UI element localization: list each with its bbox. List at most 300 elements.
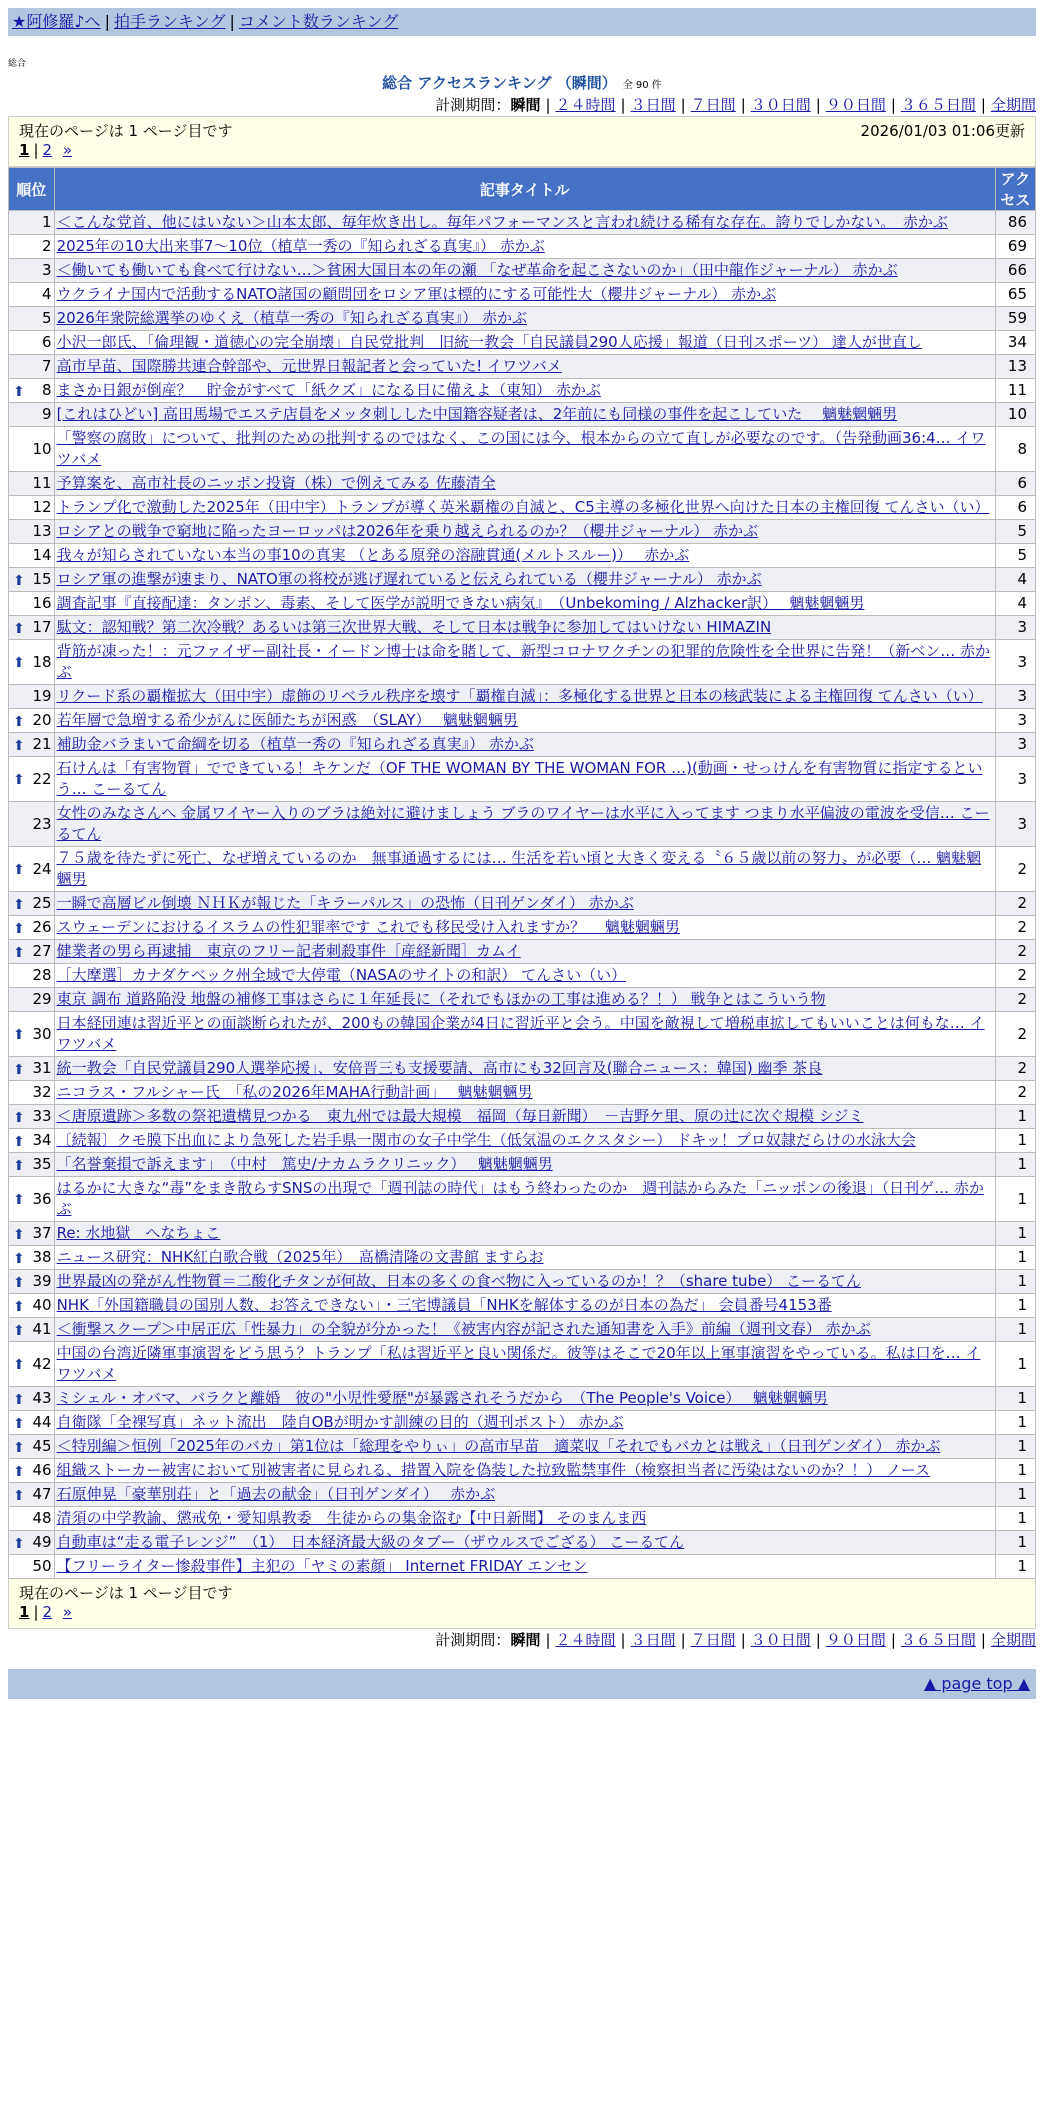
access-count: 34 (995, 331, 1035, 355)
access-count: 59 (995, 307, 1035, 331)
rank-cell (9, 616, 55, 640)
period-link-3[interactable]: ３０日間 (750, 96, 811, 114)
table-row (9, 892, 1036, 916)
article-link[interactable]: 2026年衆院総選挙のゆくえ（植草一秀の『知られざる真実』） 赤かぶ (56, 309, 528, 327)
access-count: 3 (995, 757, 1035, 802)
article-link[interactable]: 〔続報〕クモ膜下出血により急死した岩手県一関市の女子中学生（低気温のエクスタシー） ドキッ！プロ奴隷だらけの水泳大会 (56, 1131, 916, 1149)
article-link[interactable]: 高市早苗、国際勝共連合幹部や、元世界日報記者と会っていた! イワツバメ (56, 357, 562, 375)
rank-up-arrow-icon: ⬆ (13, 1391, 25, 1408)
article-link[interactable]: ニコラス・フルシャー氏 「私の2026年MAHA行動計画」 魑魅魍魎男 (56, 1083, 533, 1101)
table-row (9, 472, 1036, 496)
header-title: 記事タイトル (54, 168, 995, 211)
rank-cell (9, 892, 55, 916)
period-link-0-bottom[interactable]: ２４時間 (555, 1631, 616, 1649)
table-row (9, 259, 1036, 283)
title-cell (54, 1411, 995, 1435)
access-count: 1 (995, 1555, 1035, 1579)
article-link[interactable]: ロシアとの戦争で窮地に陥ったヨーロッパは2026年を乗り越えられるのか？（櫻井ジャーナル） 赤かぶ (56, 522, 759, 540)
rank-number: 44 (32, 1413, 52, 1431)
access-count: 10 (995, 403, 1035, 427)
rank-number: 39 (32, 1272, 52, 1290)
period-link-2-bottom[interactable]: ７日間 (690, 1631, 736, 1649)
table-row (9, 496, 1036, 520)
article-link[interactable]: 背筋が凍った！：元ファイザー副社長・イードン博士は命を賭して、新型コロナワクチンの犯罪的危険性を全世界に告発！（新ベン… 赤かぶ (56, 642, 991, 681)
access-count: 1 (995, 1342, 1035, 1387)
table-row (9, 403, 1036, 427)
rank-up-arrow-icon: ⬆ (13, 1027, 25, 1043)
title-cell (54, 355, 995, 379)
rank-cell (9, 757, 55, 802)
period-separator: | (890, 1631, 896, 1649)
rank-up-arrow-icon: ⬆ (13, 862, 25, 878)
rank-number: 35 (32, 1155, 52, 1173)
title-cell (54, 1246, 995, 1270)
title-cell (54, 1081, 995, 1105)
rank-cell (9, 235, 55, 259)
rank-cell (9, 568, 55, 592)
rank-number: 43 (32, 1389, 52, 1407)
period-link-1-bottom[interactable]: ３日間 (630, 1631, 676, 1649)
period-link-0[interactable]: ２４時間 (555, 96, 616, 114)
title-cell (54, 307, 995, 331)
article-link[interactable]: スウェーデンにおけるイスラムの性犯罪率です これでも移民受け入れますか？ 魑魅魍魎男 (56, 918, 680, 936)
table-row (9, 592, 1036, 616)
table-row (9, 940, 1036, 964)
rank-number: 18 (32, 652, 52, 671)
rank-number: 3 (42, 261, 52, 279)
period-separator: | (680, 1631, 686, 1649)
updated-time: 2026/01/03 01:06更新 (860, 122, 1025, 140)
rank-number: 4 (42, 285, 52, 303)
rank-number: 28 (32, 966, 52, 984)
title-cell (54, 964, 995, 988)
period-separator: | (740, 1631, 746, 1649)
article-link[interactable]: NHK「外国籍職員の国別人数、お答えできない」・三宅博議員「NHKを解体するのが日本の為だ」 会員番号4153番 (56, 1296, 832, 1314)
article-link[interactable]: 予算案を、高市社長のニッポン投資（株）で例えてみる 佐藤清全 (56, 474, 496, 492)
access-count: 1 (995, 1435, 1035, 1459)
article-link[interactable]: 女性のみなさんへ 金属ワイヤー入りのブラは絶対に避けましょう ブラのワイヤーは水平に入ってます つまり水平偏波の電波を受信… こーるてん (56, 804, 990, 843)
rank-up-arrow-icon: ⬆ (13, 1463, 25, 1480)
article-link[interactable]: リクード系の覇権拡大（田中宇）虚飾のリベラル秩序を壊す「覇権自滅」：多極化する世界と日本の核武装による主権回復 てんさい（い） (56, 687, 983, 705)
period-separator: | (980, 1631, 986, 1649)
nav-link-clap-ranking[interactable]: 拍手ランキング (113, 12, 226, 31)
article-link[interactable]: 石けんは「有害物質」でできている！キケンだ（OF THE WOMAN BY THE WOMAN FOR …)(動画・せっけんを有害物質に指定するという… こーるてん (56, 759, 983, 798)
pager-next-arrow-bottom[interactable]: » (62, 1603, 73, 1621)
access-count: 13 (995, 355, 1035, 379)
article-link[interactable]: ニュース研究：NHK紅白歌合戦（2025年） 高橋清隆の文書館 ますらお (56, 1248, 544, 1266)
article-link[interactable]: ＜特別編＞恒例「2025年のバカ」第1位は「総理をやりぃ」の高市早苗 適菜収「それでもバカとは戦え」（日刊ゲンダイ） 赤かぶ (56, 1437, 941, 1455)
title-cell (54, 1153, 995, 1177)
rank-number: 26 (32, 918, 52, 936)
footer-bar (8, 1669, 1036, 1699)
rank-cell (9, 211, 55, 235)
rank-number: 38 (32, 1248, 52, 1266)
article-link[interactable]: 若年層で急増する希少がんに医師たちが困惑 （SLAY） 魑魅魍魎男 (56, 711, 518, 729)
rank-up-arrow-icon: ⬆ (13, 1357, 25, 1373)
header-rank: 順位 (9, 168, 55, 211)
page-top-link[interactable]: ▲ page top ▲ (923, 1674, 1030, 1693)
rank-number: 21 (32, 735, 52, 753)
period-link-6[interactable]: 全期間 (990, 96, 1036, 114)
access-count: 1 (995, 1294, 1035, 1318)
article-link[interactable]: 駄文：認知戦？第二次冷戦？あるいは第三次世界大戦、そして日本は戦争に参加してはいけない HIMAZIN (56, 618, 772, 636)
access-count: 1 (995, 1105, 1035, 1129)
nav-separator: | (229, 12, 235, 31)
access-count: 2 (995, 892, 1035, 916)
title-cell (54, 568, 995, 592)
rank-number: 49 (32, 1533, 52, 1551)
rank-up-arrow-icon: ⬆ (13, 572, 25, 589)
period-separator: | (980, 96, 986, 114)
period-link-3-bottom[interactable]: ３０日間 (750, 1631, 811, 1649)
period-link-2[interactable]: ７日間 (690, 96, 736, 114)
article-link[interactable]: ［大摩選］カナダケベック州全域で大停電（NASAのサイトの和訳） てんさい（い） (56, 966, 627, 984)
article-link[interactable]: トランプ化で激動した2025年（田中宇）トランプが導く英米覇権の自滅と、C5主導の多極化世界へ向けた日本の主権回復 てんさい（い） (56, 498, 990, 516)
period-separator: | (815, 96, 821, 114)
rank-cell (9, 379, 55, 403)
table-row (9, 235, 1036, 259)
access-count: 5 (995, 544, 1035, 568)
access-count: 1 (995, 1507, 1035, 1531)
pager-current-bottom: 1 (19, 1603, 30, 1621)
access-count: 2 (995, 1012, 1035, 1057)
period-link-1[interactable]: ３日間 (630, 96, 676, 114)
article-link[interactable]: 東京 調布 道路陥没 地盤の補修工事はさらに１年延長に（それでもほかの工事は進める？！） 戦争とはこういう物 (56, 990, 826, 1008)
rank-number: 24 (32, 859, 52, 878)
rank-up-arrow-icon: ⬆ (13, 1415, 25, 1432)
table-row (9, 1012, 1036, 1057)
access-count: 4 (995, 592, 1035, 616)
article-link[interactable]: ミシェル・オバマ、バラクと離婚 彼の"小児性愛歴"が暴露されそうだから （The People's Voice） 魑魅魍魎男 (56, 1389, 828, 1407)
rank-number: 16 (32, 594, 52, 612)
total-count: 全 90 件 (622, 80, 662, 91)
access-count: 2 (995, 916, 1035, 940)
rank-number: 12 (32, 498, 52, 516)
table-row (9, 1246, 1036, 1270)
article-link[interactable]: ＜唐原遺跡＞多数の祭祀遺構見つかる 東九州では最大規模 福岡（毎日新聞） －吉野ケ里、原の辻に次ぐ規模 シジミ (56, 1107, 864, 1125)
title-cell (54, 1057, 995, 1081)
rank-number: 33 (32, 1107, 52, 1125)
title-cell (54, 616, 995, 640)
rank-up-arrow-icon: ⬆ (13, 1226, 25, 1243)
rank-number: 19 (32, 687, 52, 705)
rank-cell (9, 1105, 55, 1129)
access-count: 6 (995, 472, 1035, 496)
table-row (9, 1411, 1036, 1435)
rank-up-arrow-icon: ⬆ (13, 1487, 25, 1504)
title-cell (54, 1507, 995, 1531)
rank-up-arrow-icon: ⬆ (13, 620, 25, 637)
article-link[interactable]: 我々が知らされていない本当の事10の真実 （とある原発の溶融貫通(メルトスルー)） 赤かぶ (56, 546, 690, 564)
rank-cell (9, 283, 55, 307)
rank-number: 20 (32, 711, 52, 729)
category-label: 総合 (8, 59, 27, 69)
article-link[interactable]: 補助金バラまいて命綱を切る（植草一秀の『知られざる真実』） 赤かぶ (56, 735, 534, 753)
access-count: 4 (995, 568, 1035, 592)
rank-number: 42 (32, 1354, 52, 1373)
title-cell (54, 472, 995, 496)
article-link[interactable]: [これはひどい] 高田馬場でエステ店員をメッタ刺しした中国籍容疑者は、2年前にも同様の事件を起こしていた 魑魅魍魎男 (56, 405, 898, 423)
rank-cell (9, 685, 55, 709)
rank-cell (9, 1270, 55, 1294)
ranking-table (8, 167, 1036, 1579)
rank-number: 2 (42, 237, 52, 255)
access-count: 3 (995, 733, 1035, 757)
article-link[interactable]: 「名誉棄損で訴えます」 （中村 篤史/ナカムラクリニック） 魑魅魍魎男 (56, 1155, 553, 1173)
period-current: 瞬間 (510, 96, 541, 114)
period-current-bottom: 瞬間 (510, 1631, 541, 1649)
article-link[interactable]: ウクライナ国内で活動するNATO諸国の顧問団をロシア軍は標的にする可能性大（櫻井ジャーナル） 赤かぶ (56, 285, 777, 303)
table-row (9, 544, 1036, 568)
title-cell (54, 1270, 995, 1294)
title-cell (54, 592, 995, 616)
access-count: 1 (995, 1531, 1035, 1555)
rank-cell (9, 1222, 55, 1246)
rank-cell (9, 1507, 55, 1531)
access-count: 2 (995, 1057, 1035, 1081)
period-separator: | (680, 96, 686, 114)
title-cell (54, 709, 995, 733)
title-cell (54, 733, 995, 757)
article-link[interactable]: 小沢一郎氏、「倫理観・道徳心の完全崩壊」自民党批判 旧統一教会「自民議員290人応援」報道（日刊スポーツ） 達人が世直し (56, 333, 922, 351)
period-link-5[interactable]: ３６５日間 (900, 96, 976, 114)
access-count: 3 (995, 709, 1035, 733)
page-info-text: 現在のページは 1 ページ目です (19, 122, 233, 140)
table-row (9, 964, 1036, 988)
title-cell (54, 757, 995, 802)
table-row (9, 1294, 1036, 1318)
rank-up-arrow-icon: ⬆ (13, 1535, 25, 1552)
rank-number: 13 (32, 522, 52, 540)
rank-up-arrow-icon: ⬆ (13, 1250, 25, 1267)
title-cell (54, 1531, 995, 1555)
table-row (9, 1435, 1036, 1459)
article-link[interactable]: 2025年の10大出来事7～10位（植草一秀の『知られざる真実』） 赤かぶ (56, 237, 545, 255)
rank-number: 6 (42, 333, 52, 351)
article-link[interactable]: ＜働いても働いても食べて行けない…＞貧困大国日本の年の瀬 「なぜ革命を起こさないのか」（田中龍作ジャーナル） 赤かぶ (56, 261, 898, 279)
rank-number: 23 (32, 814, 52, 833)
access-count: 66 (995, 259, 1035, 283)
title-cell (54, 403, 995, 427)
title-cell (54, 1342, 995, 1387)
period-label-bottom: 計測期間： (435, 1631, 511, 1649)
title-cell (54, 1483, 995, 1507)
rank-number: 41 (32, 1320, 52, 1338)
page-info-text-bottom: 現在のページは 1 ページ目です (19, 1584, 233, 1602)
pager-bottom: 1 | 2 » (19, 1603, 73, 1621)
rank-number: 48 (32, 1509, 52, 1527)
title-cell (54, 259, 995, 283)
table-row (9, 1318, 1036, 1342)
article-link[interactable]: まさか日銀が倒産？ 貯金がすべて「紙クズ」になる日に備えよ（東知） 赤かぶ (56, 381, 601, 399)
rank-cell (9, 964, 55, 988)
access-count: 1 (995, 1129, 1035, 1153)
period-link-4-bottom[interactable]: ９０日間 (825, 1631, 886, 1649)
table-row (9, 709, 1036, 733)
rank-up-arrow-icon: ⬆ (13, 944, 25, 961)
nav-separator: | (104, 12, 110, 31)
title-cell (54, 1555, 995, 1579)
table-row (9, 283, 1036, 307)
period-separator: | (545, 1631, 551, 1649)
rank-up-arrow-icon: ⬆ (13, 1192, 25, 1208)
period-selector-top (8, 94, 1036, 116)
access-count: 1 (995, 1222, 1035, 1246)
article-link[interactable]: 組織ストーカー被害において別被害者に見られる、措置入院を偽装した拉致監禁事件（検察担当者に汚染はないのか？！） ノース (56, 1461, 930, 1479)
article-link[interactable]: はるかに大きな“毒”をまき散らすSNSの出現で「週刊誌の時代」はもう終わったのか 週刊誌からみた「ニッポンの後退」（日刊ゲ… 赤かぶ (56, 1179, 984, 1218)
title-cell (54, 1012, 995, 1057)
rank-number: 32 (32, 1083, 52, 1101)
rank-cell (9, 733, 55, 757)
rank-cell (9, 1387, 55, 1411)
title-cell (54, 916, 995, 940)
period-link-6-bottom[interactable]: 全期間 (990, 1631, 1036, 1649)
rank-number: 27 (32, 942, 52, 960)
article-link[interactable]: ７５歳を待たずに死亡、なぜ増えているのか 無事通過するには… 生活を若い頃と大きく変える〝６５歳以前の努力〟が必要（… 魑魅魍魎男 (56, 849, 982, 888)
rank-cell (9, 1318, 55, 1342)
rank-up-arrow-icon: ⬆ (13, 383, 25, 400)
rank-cell (9, 1129, 55, 1153)
access-count: 3 (995, 616, 1035, 640)
rank-up-arrow-icon: ⬆ (13, 1274, 25, 1291)
rank-number: 25 (32, 894, 52, 912)
table-row (9, 1483, 1036, 1507)
page-title-text: 総合 アクセスランキング （瞬間） (382, 74, 617, 92)
rank-number: 8 (42, 381, 52, 399)
top-navigation (8, 8, 1036, 36)
pager-next-page-bottom[interactable]: 2 (42, 1603, 53, 1621)
title-cell (54, 1435, 995, 1459)
period-link-5-bottom[interactable]: ３６５日間 (900, 1631, 976, 1649)
rank-cell (9, 1342, 55, 1387)
rank-number: 37 (32, 1224, 52, 1242)
table-row (9, 847, 1036, 892)
pager-next-arrow[interactable]: » (62, 141, 73, 159)
article-link[interactable]: 一瞬で高層ビル倒壊 ＮＨＫが報じた「キラーパルス」の恐怖（日刊ゲンダイ） 赤かぶ (56, 894, 634, 912)
table-row (9, 640, 1036, 685)
rank-cell (9, 520, 55, 544)
rank-cell (9, 1531, 55, 1555)
title-cell (54, 940, 995, 964)
table-row (9, 1222, 1036, 1246)
table-row (9, 916, 1036, 940)
table-row (9, 1105, 1036, 1129)
access-count: 11 (995, 379, 1035, 403)
article-link[interactable]: Re: 水地獄 へなちょこ (56, 1224, 221, 1242)
rank-up-arrow-icon: ⬆ (13, 1157, 25, 1174)
article-link[interactable]: 「警察の腐敗」について、批判のための批判するのではなく、この国には今、根本からの立て直しが必要なのです。（告発動画36:4… イワツバメ (56, 429, 986, 468)
rank-number: 50 (32, 1557, 52, 1575)
table-row (9, 1387, 1036, 1411)
article-link[interactable]: ＜こんな党首、他にはいない＞山本太郎、毎年炊き出し。毎年パフォーマンスと言われ続ける稀有な存在。誇りでしかない。 赤かぶ (56, 213, 948, 231)
rank-up-arrow-icon: ⬆ (13, 1439, 25, 1456)
rank-cell (9, 1246, 55, 1270)
table-row (9, 520, 1036, 544)
article-link[interactable]: ＜衝撃スクープ＞中居正広「性暴力」の全貌が分かった！《被害内容が記された通知書を入手》前編（週刊文春） 赤かぶ (56, 1320, 871, 1338)
access-count: 5 (995, 520, 1035, 544)
title-cell (54, 847, 995, 892)
pager-next-page[interactable]: 2 (42, 141, 53, 159)
rank-cell (9, 496, 55, 520)
article-link[interactable]: ロシア軍の進撃が速まり、NATO軍の将校が逃げ遅れていると伝えられている（櫻井ジャーナル） 赤かぶ (56, 570, 762, 588)
article-link[interactable]: 健業者の男ら再逮捕 東京のフリー記者刺殺事件［産経新聞］カムイ (56, 942, 521, 960)
table-row (9, 307, 1036, 331)
table-row (9, 685, 1036, 709)
access-count: 2 (995, 988, 1035, 1012)
period-link-4[interactable]: ９０日間 (825, 96, 886, 114)
table-row (9, 1057, 1036, 1081)
rank-cell (9, 940, 55, 964)
rank-up-arrow-icon: ⬆ (13, 772, 25, 788)
title-cell (54, 235, 995, 259)
article-link[interactable]: 日本経団連は習近平との面談断られたが、200もの韓国企業が4日に習近平と会う。中国を敵視して増税車拡してもいいことは何もな… イワツバメ (56, 1014, 985, 1053)
article-link[interactable]: 中国の台湾近隣軍事演習をどう思う？トランプ「私は習近平と良い関係だ。彼等はそこで20年以上軍事演習をやっている。私は口を… イワツバメ (56, 1344, 981, 1383)
table-row (9, 1459, 1036, 1483)
access-count: 65 (995, 283, 1035, 307)
rank-number: 47 (32, 1485, 52, 1503)
page-info-bottom (8, 1579, 1036, 1629)
table-row (9, 379, 1036, 403)
rank-up-arrow-icon: ⬆ (13, 1109, 25, 1126)
rank-up-arrow-icon: ⬆ (13, 920, 25, 937)
table-row (9, 211, 1036, 235)
article-link[interactable]: 自動車は“走る電子レンジ” （1） 日本経済最大級のタブー（ザウルスでござる） こーるてん (56, 1533, 685, 1551)
article-link[interactable]: 世界最凶の発がん性物質＝二酸化チタンが何故、日本の多くの食べ物に入っているのか！？（share tube） こーるてん (56, 1272, 861, 1290)
table-row (9, 1153, 1036, 1177)
article-link[interactable]: 【フリーライター惨殺事件】主犯の「ヤミの素顔」 Internet FRIDAY エンセン (56, 1557, 588, 1575)
rank-cell (9, 1555, 55, 1579)
access-count: 2 (995, 940, 1035, 964)
access-count: 1 (995, 1318, 1035, 1342)
table-row (9, 1531, 1036, 1555)
nav-link-home[interactable]: ★阿修羅♪へ (12, 12, 101, 31)
rank-number: 15 (32, 570, 52, 588)
rank-number: 22 (32, 769, 52, 788)
table-row (9, 355, 1036, 379)
article-link[interactable]: 自衛隊「全裸写真」ネット流出 陸自OBが明かす訓練の目的（週刊ポスト） 赤かぶ (56, 1413, 624, 1431)
rank-number: 1 (42, 213, 52, 231)
rank-cell (9, 1459, 55, 1483)
title-cell (54, 1177, 995, 1222)
rank-cell (9, 1057, 55, 1081)
table-row (9, 1507, 1036, 1531)
rank-cell (9, 259, 55, 283)
title-cell (54, 427, 995, 472)
access-count: 3 (995, 802, 1035, 847)
rank-cell (9, 355, 55, 379)
nav-link-comment-ranking[interactable]: コメント数ランキング (238, 12, 399, 31)
rank-up-arrow-icon: ⬆ (13, 1061, 25, 1078)
title-cell (54, 544, 995, 568)
table-row (9, 1270, 1036, 1294)
article-link[interactable]: 清須の中学教諭、懲戒免・愛知県教委 生徒からの集金盗む【中日新聞】 そのまんま西 (56, 1509, 647, 1527)
article-link[interactable]: 石原伸晃「豪華別荘」と「過去の献金」（日刊ゲンダイ） 赤かぶ (56, 1485, 496, 1503)
rank-cell (9, 1435, 55, 1459)
rank-up-arrow-icon: ⬆ (13, 1298, 25, 1315)
article-link[interactable]: 調査記事『直接配達：タンポン、毒素、そして医学が説明できない病気』 （Unbekoming / Alzhacker訳） 魑魅魍魎男 (56, 594, 865, 612)
access-count: 2 (995, 1081, 1035, 1105)
title-cell (54, 211, 995, 235)
rank-cell (9, 916, 55, 940)
article-link[interactable]: 統一教会「自民党議員290人選挙応援」、安倍晋三も支援要請、高市にも32回言及(聯合ニュース：韓国) 幽季 茶良 (56, 1059, 823, 1077)
rank-number: 34 (32, 1131, 52, 1149)
access-count: 3 (995, 685, 1035, 709)
table-row (9, 1081, 1036, 1105)
table-row (9, 568, 1036, 592)
rank-number: 46 (32, 1461, 52, 1479)
table-row (9, 733, 1036, 757)
rank-cell (9, 847, 55, 892)
